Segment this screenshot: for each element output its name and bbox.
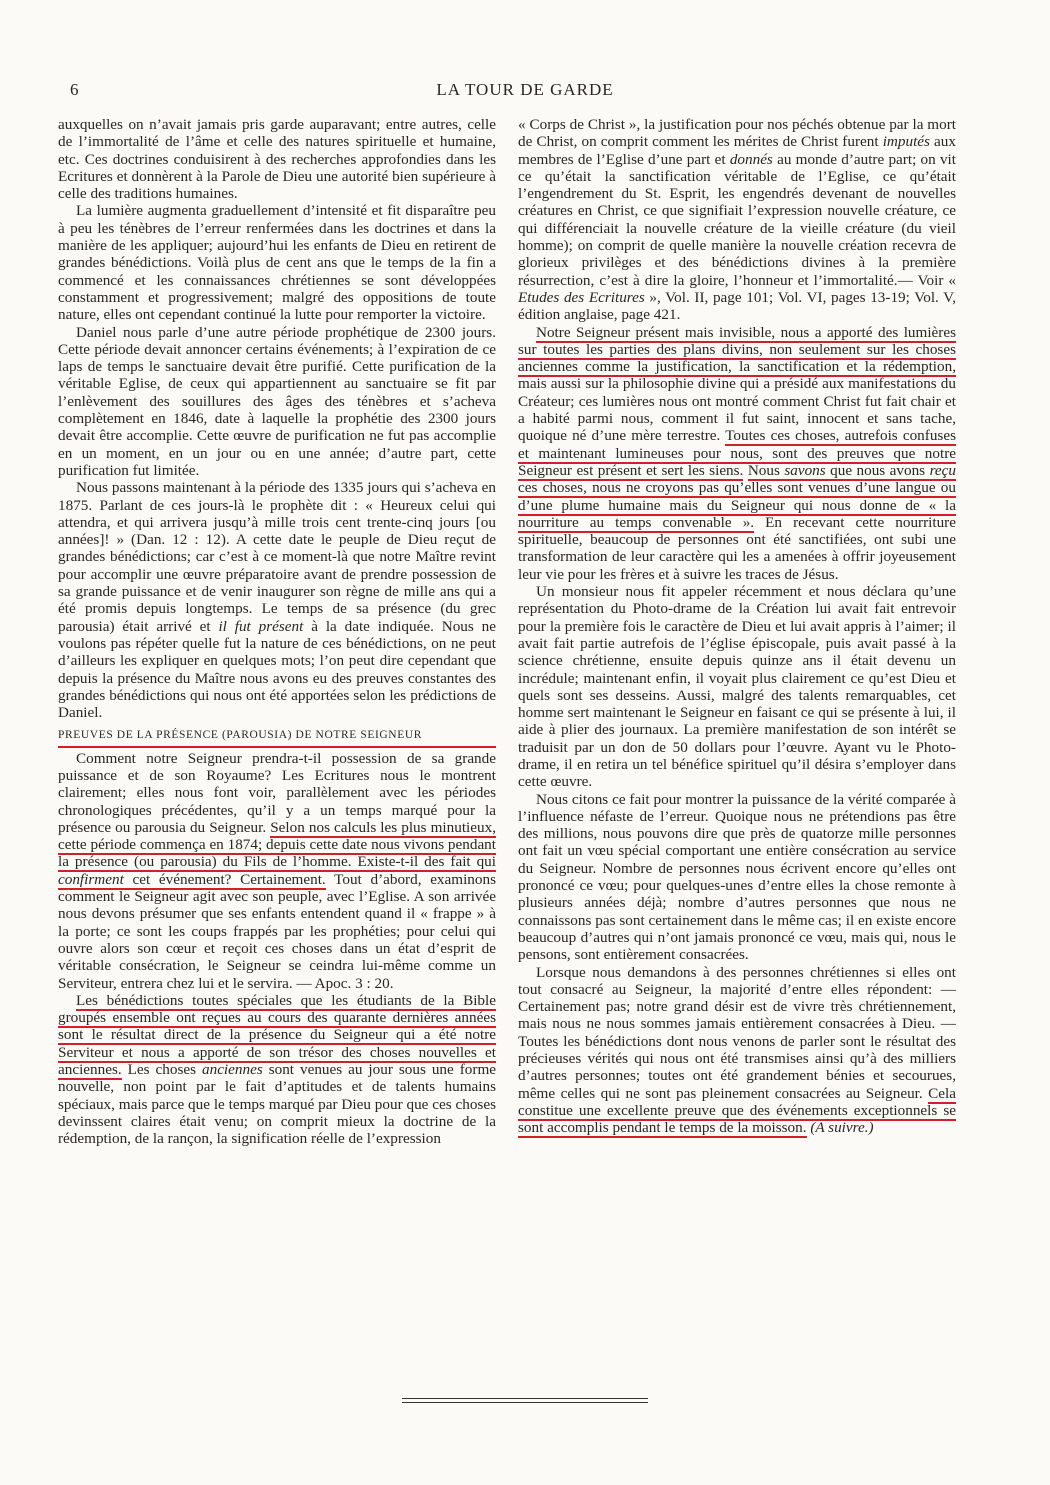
paragraph: Nous citons ce fait pour montrer la puissance de la vérité comparée à l’influence néfaste de l’erreur. Quoique nous ne prétendions pas être des millions, nous pouvons dire que près de quatorze mille personnes ont fait un vœu spécial comportant une entière consécration au service du Seigneur. Nombre de personnes nous écrivent encore qu’elles ont prononcé ce vœu; pour quelques-unes d’entre elles la chose remonte à plusieurs années déjà; nombre d’autres personnes que nous ne connaissons pas sont certainement dans le même cas; il en existe encore beaucoup d’autres qui n’ont jamais prononcé ce vœu, mais qui, nous le pensons, sont entièrement consacrées. (518, 790, 956, 964)
section-heading: PREUVES DE LA PRÉSENCE (PAROUSIA) DE NOTRE SEIGNEUR (58, 727, 496, 747)
underlined-text: Nous (747, 461, 785, 479)
emphasis: imputés (882, 133, 930, 151)
emphasis: anciennes (202, 1061, 263, 1079)
text: aux membres de l’Eglise d’une part et (518, 133, 956, 168)
text: mais aussi sur la philosophie divine qui a présidé aux manifestations du Créateur; ces lumières nous ont montré comment Christ fut fait chair et a habité parmi nous, comment il fut saint, innocent et sans tache, quoique né d’une mère terrestre. (518, 375, 956, 445)
underlined-text: Toutes ces choses, autrefois confuses et maintenant lumineuses pour nous, sont des preuves que notre Seigneur est présent et sert les siens. (518, 427, 956, 479)
paragraph (58, 479, 496, 721)
underlined-text: Notre Seigneur présent mais invisible, nous a apporté des lumières sur toutes les parties des plans divins, non seulement sur les choses anciennes comme la justification, la sanctification et la rédemption, (518, 323, 956, 376)
text: Nous passons maintenant à la période des 1335 jours qui s’acheva en 1875. Parlant de ces jours-là le prophète dit : « Heureux celui qui attendra, et qui arrivera jusqu’à mille trois cent trente-cinq jours [ou années]! » (Dan. 12 : 12). A cette date le peuple de Dieu reçut de grandes bénédictions; car c’est à ce moment-là que notre Maître revint pour accomplir une œuvre préparatoire avant de prendre possession de sa grande puissance et de venir inaugurer son règne de mille ans qui a été promis depuis longtemps. Le temps de sa présence (du grec parousia) était arrivé et (58, 479, 496, 635)
text: Comment notre Seigneur prendra-t-il possession de sa grande puissance et de son Royaume? Les Ecritures nous le montrent clairement; elles nous font voir, parallèlement avec les périodes chronologiques précédentes, qu’il y a un temps marqué pour la présence ou parousia du Seigneur. (58, 749, 496, 836)
text: à la date indiquée. Nous ne voulons pas répéter quelle fut la nature de ces bénédictions, on ne peut d’ailleurs les expliquer en quelques mots; l’on peut dire cependant que depuis la présence du Maître nous avons eu des preuves constantes des grandes bénédictions qui nous ont été apportées selon les prédictions de Daniel. (58, 617, 496, 722)
underlined-emphasis: confirment (58, 870, 124, 888)
underlined-text: Les bénédictions toutes spéciales que les étudiants de la Bible groupés ensemble ont reçues au cours des quarante dernières années sont le résultat direct de la présence du Seigneur qui a été notre Serviteur et nous a apporté de son trésor des choses nouvelles et anciennes. (58, 991, 496, 1079)
underlined-text: Cela constitue une excellente preuve que des événements exceptionnels se sont accomplis pendant le temps de la moisson. (518, 1084, 956, 1137)
text: Lorsque nous demandons à des personnes chrétiennes si elles ont tout consacré au Seigneur, la majorité d’entre elles répondent: — Certainement pas; notre grand désir est de vivre très chrétiennement, mais nous ne nous sommes jamais entièrement consacrées à Dieu. — Toutes les bénédictions dont nous venons de parler sont le résultat des précieuses vérités qui nous ont été transmises ainsi qu’à des milliers d’autres personnes; toutes ont été grandement bénies et secourues, même celles qui ne sont pas pleinement consacrées au Seigneur. (518, 963, 956, 1102)
paragraph (518, 324, 956, 583)
emphasis: donnés (729, 150, 773, 168)
left-column (58, 116, 496, 1148)
underlined-text: que nous avons (825, 461, 930, 479)
paragraph (58, 992, 496, 1148)
right-column (518, 116, 956, 1137)
paragraph: auxquelles on n’avait jamais pris garde auparavant; entre autres, celle de l’immortalité de l’âme et celle des natures spirituelle et humaine, etc. Ces doctrines conduisirent à des recherches approfondies dans les Ecritures et donnèrent à la Parole de Dieu une autorité bien supérieure à celle des traditions humaines. (58, 116, 496, 203)
text: », Vol. II, page 101; Vol. VI, pages 13-19; Vol. V, édition anglaise, page 421. (518, 288, 956, 324)
paragraph: La lumière augmenta graduellement d’intensité et fit disparaître peu à peu les ténèbres de l’erreur renfermées dans les doctrines et dans la manière de les appliquer; aujourd’hui les enfants de Dieu en retirent de grandes bénédictions. Voilà plus de cent ans que le temps de la fin a commencé et les connaissances chrétiennes se sont développées constamment et progressivement; malgré des oppositions de toute nature, elles ont cependant continué la lutte pour remporter la victoire. (58, 202, 496, 324)
emphasis: il fut présent (218, 617, 304, 635)
running-title: LA TOUR DE GARDE (436, 80, 614, 99)
text: Tout d’abord, examinons comment le Seigneur agit avec son peuple, avec l’Eglise. A son arrivée nous devons présumer que ses enfants entendent quand il « frappe » à la porte; ce sont les coups frappés par les prophéties; pour celui qui ouvre alors son cœur et reçoit ces choses dans un état d’esprit de véritable consécration, le Seigneur se ceindra lui-même comme un Serviteur, entrera chez lui et le servira. — Apoc. 3 : 20. (58, 870, 496, 992)
text: Les choses (121, 1061, 202, 1079)
underlined-text: cet événement? Certainement. (123, 870, 326, 888)
underlined-text: ces choses, nous ne croyons pas qu’elles sont venues d’une langue ou d’une plume humaine mais du Seigneur qui nous donne de « la nourriture au temps convenable ». (518, 479, 956, 531)
page-number: 6 (70, 80, 79, 99)
paragraph (518, 964, 956, 1137)
paragraph: Daniel nous parle d’une autre période prophétique de 2300 jours. Cette période devait annoncer certains événements; à l’expiration de ce laps de temps le sanctuaire devait être purifié. Cette purification de la véritable Eglise, de ceux qui appartiennent au sanctuaire se fit par l’enlèvement des souillures des âges des ténèbres et s’acheva complètement en 1846, date à laquelle la prophétie des 2300 jours devait être accomplie. Cette œuvre de purification ne fut pas accomplie en un moment, en un jour ou en une année; d’autre part, cette purification fut limitée. (58, 323, 496, 479)
text: En recevant cette nourriture spirituelle, beaucoup de personnes ont été sanctifiées, ont subi une transformation de leur caractère qui les a amenées à offrir joyeusement leur vie pour les frères et à suivre les traces de Jésus. (518, 513, 956, 583)
underlined-emphasis: savons (784, 461, 826, 479)
paragraph (518, 116, 956, 324)
to-be-continued: (A suivre.) (810, 1119, 874, 1137)
underlined-text: Selon nos calculs les plus minutieux, cette période commença en 1874; depuis cette date nous vivons pendant la présence (ou parousia) du Fils de l’homme. Existe-t-il des fait qui (58, 818, 497, 871)
text: « Corps de Christ », la justification pour nos péchés obtenue par la mort de Christ, on comprit comment les mérites de Christ furent (518, 116, 956, 151)
end-rule (402, 1398, 648, 1403)
text: au monde d’autre part; on vit ce qu’était la sanctification véritable de l’Eglise, ce qu’était l’engendrement du St. Esprit, les engendrés devenant de nouvelles créatures en Christ, ce que signifiait l’expression nouvelle créature, ce qui différenciait la nouvelle créature de la vieille créature (du vieil homme); on comprit de quelle manière la nouvelle création recevra de glorieux privilèges et des bénédictions divines à la première résurrection, c’est à dire la gloire, l’honneur et l’immortalité.— Voir « (518, 150, 956, 289)
text: sont venues au jour sous une forme nouvelle, non point par le fait d’aptitudes et de talents humains spéciaux, mais parce que le temps marqué par Dieu pour que ces choses devinssent claires était venu; on comprit mieux la doctrine de la rédemption, de la rançon, la signification réelle de l’expression (58, 1061, 496, 1148)
paragraph: Un monsieur nous fit appeler récemment et nous déclara qu’une représentation du Photo-drame de la Création lui avait fait entrevoir pour la première fois le caractère de Dieu et lui avait appris à l’aimer; il avait fait partie autrefois de l’église épiscopale, puis avait passé à la science chrétienne, ensuite depuis quinze ans il était devenu un incrédule; maintenant enfin, il voyait plus clairement ce qu’est Dieu et quels sont ses desseins. Aussi, malgré des talents remarquables, cet homme sert maintenant le Seigneur en faisant ce qui se présente à lui, il aide à plier des journaux. La première manifestation de son intérêt se traduisit par un don de 50 dollars pour l’œuvre. Ayant vu le Photo-drame, il en retira un tel bénéfice spirituel qu’il désira s’employer dans cette œuvre. (518, 583, 956, 791)
paragraph (58, 750, 496, 992)
emphasis: Etudes des Ecritures (518, 288, 645, 306)
underlined-emphasis: reçu (929, 461, 956, 479)
